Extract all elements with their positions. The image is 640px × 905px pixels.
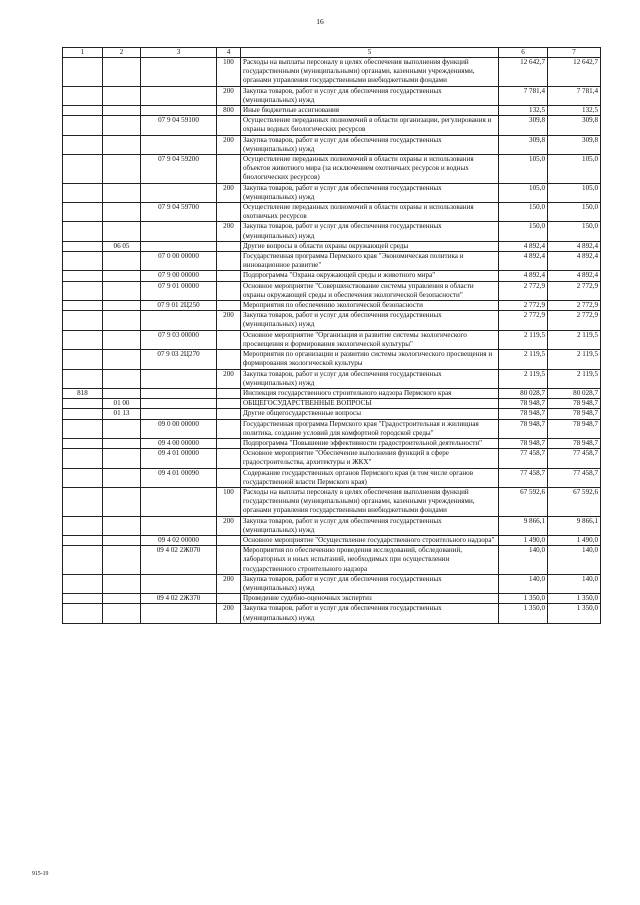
table-row: [63, 271, 601, 281]
admin-code-cell: [63, 241, 103, 251]
item-name-cell: Другие общегосударственные вопросы: [241, 409, 499, 419]
table-row: [63, 468, 601, 487]
expense-type-cell: [217, 438, 241, 448]
section-code-cell: 01 13: [103, 409, 141, 419]
column-number-1: 1: [63, 48, 103, 58]
admin-code-cell: [63, 419, 103, 438]
amount-approved-cell: 78 948,7: [548, 438, 601, 448]
target-article-cell: 09 0 00 00000: [141, 419, 217, 438]
section-code-cell: [103, 86, 141, 105]
item-name-cell: Государственная программа Пермского края "Экономическая политика и инновационное развитие": [241, 252, 499, 271]
section-code-cell: [103, 438, 141, 448]
table-row: [63, 487, 601, 516]
item-name-cell: ОБЩЕГОСУДАРСТВЕННЫЕ ВОПРОСЫ: [241, 399, 499, 409]
amount-approved-cell: 132,5: [548, 106, 601, 116]
admin-code-cell: [63, 516, 103, 535]
amount-approved-cell: 140,0: [548, 546, 601, 575]
amount-cell: 12 642,7: [499, 58, 548, 87]
item-name-cell: Мероприятия по организации и развитию системы экологического просвещения и формирования экологической культуры: [241, 350, 499, 369]
document-code: 915-19: [32, 871, 49, 877]
column-number-5: 5: [241, 48, 499, 58]
section-code-cell: [103, 369, 141, 388]
section-code-cell: [103, 604, 141, 623]
amount-cell: 309,8: [499, 135, 548, 154]
section-code-cell: [103, 135, 141, 154]
table-row: [63, 222, 601, 241]
item-name-cell: Расходы на выплаты персоналу в целях обеспечения выполнения функций государственными (муниципальными) органами, казенными учреждениями, органами управления государственными внебюджетными фондами: [241, 487, 499, 516]
item-name-cell: Закупка товаров, работ и услуг для обеспечения государственных (муниципальных) нужд: [241, 222, 499, 241]
table-row: [63, 311, 601, 330]
amount-approved-cell: 9 866,1: [548, 516, 601, 535]
amount-approved-cell: 67 592,6: [548, 487, 601, 516]
item-name-cell: Закупка товаров, работ и услуг для обеспечения государственных (муниципальных) нужд: [241, 311, 499, 330]
table-row: [63, 350, 601, 369]
amount-approved-cell: 2 772,9: [548, 311, 601, 330]
expense-type-cell: [217, 399, 241, 409]
target-article-cell: [141, 604, 217, 623]
section-code-cell: [103, 301, 141, 311]
target-article-cell: 07 0 00 00000: [141, 252, 217, 271]
item-name-cell: Осуществление переданных полномочий в области охраны и использования охотничьих ресурсов: [241, 203, 499, 222]
target-article-cell: 09 4 00 00000: [141, 438, 217, 448]
table-row: [63, 409, 601, 419]
amount-approved-cell: 4 892,4: [548, 252, 601, 271]
amount-cell: 2 119,5: [499, 369, 548, 388]
section-code-cell: [103, 222, 141, 241]
amount-approved-cell: 12 642,7: [548, 58, 601, 87]
section-code-cell: [103, 281, 141, 300]
amount-cell: 140,0: [499, 546, 548, 575]
section-code-cell: [103, 330, 141, 349]
target-article-cell: [141, 241, 217, 251]
amount-cell: 2 772,9: [499, 301, 548, 311]
item-name-cell: Расходы на выплаты персоналу в целях обеспечения выполнения функций государственными (муниципальными) органами, казенными учреждениями, органами управления государственными внебюджетными фондами: [241, 58, 499, 87]
admin-code-cell: [63, 155, 103, 184]
admin-code-cell: [63, 86, 103, 105]
amount-approved-cell: 150,0: [548, 222, 601, 241]
admin-code-cell: [63, 222, 103, 241]
expense-type-cell: [217, 252, 241, 271]
target-article-cell: [141, 574, 217, 593]
admin-code-cell: [63, 58, 103, 87]
target-article-cell: 07 9 04 59200: [141, 155, 217, 184]
target-article-cell: [141, 86, 217, 105]
amount-approved-cell: 4 892,4: [548, 271, 601, 281]
target-article-cell: 07 9 04 59100: [141, 116, 217, 135]
amount-approved-cell: 2 772,9: [548, 281, 601, 300]
section-code-cell: [103, 271, 141, 281]
amount-cell: 4 892,4: [499, 271, 548, 281]
admin-code-cell: 818: [63, 388, 103, 398]
section-code-cell: [103, 252, 141, 271]
target-article-cell: 09 4 02 00000: [141, 535, 217, 545]
section-code-cell: [103, 106, 141, 116]
admin-code-cell: [63, 311, 103, 330]
admin-code-cell: [63, 574, 103, 593]
expense-type-cell: [217, 449, 241, 468]
amount-approved-cell: 105,0: [548, 183, 601, 202]
amount-cell: 140,0: [499, 574, 548, 593]
target-article-cell: [141, 516, 217, 535]
admin-code-cell: [63, 594, 103, 604]
item-name-cell: Закупка товаров, работ и услуг для обеспечения государственных (муниципальных) нужд: [241, 369, 499, 388]
table-row: [63, 574, 601, 593]
amount-cell: 150,0: [499, 222, 548, 241]
table-row: [63, 449, 601, 468]
table-row: [63, 183, 601, 202]
expense-type-cell: 100: [217, 58, 241, 87]
amount-approved-cell: 150,0: [548, 203, 601, 222]
amount-cell: 80 028,7: [499, 388, 548, 398]
amount-cell: 77 458,7: [499, 468, 548, 487]
admin-code-cell: [63, 203, 103, 222]
amount-approved-cell: 78 948,7: [548, 399, 601, 409]
expense-type-cell: [217, 468, 241, 487]
item-name-cell: Осуществление переданных полномочий в области охраны и использования объектов животного мира (за исключением охотничьих ресурсов и водных биологических ресурсов): [241, 155, 499, 184]
expense-type-cell: [217, 116, 241, 135]
section-code-cell: [103, 546, 141, 575]
expense-type-cell: [217, 241, 241, 251]
item-name-cell: Осуществление переданных полномочий в области организации, регулирования и охраны водных биологических ресурсов: [241, 116, 499, 135]
expense-type-cell: [217, 419, 241, 438]
target-article-cell: 09 4 01 00000: [141, 449, 217, 468]
admin-code-cell: [63, 535, 103, 545]
admin-code-cell: [63, 252, 103, 271]
target-article-cell: 07 9 03 00000: [141, 330, 217, 349]
expense-type-cell: [217, 594, 241, 604]
target-article-cell: [141, 369, 217, 388]
section-code-cell: [103, 419, 141, 438]
expense-type-cell: [217, 388, 241, 398]
admin-code-cell: [63, 369, 103, 388]
target-article-cell: 07 9 00 00000: [141, 271, 217, 281]
amount-approved-cell: 77 458,7: [548, 449, 601, 468]
amount-approved-cell: 77 458,7: [548, 468, 601, 487]
section-code-cell: 06 05: [103, 241, 141, 251]
item-name-cell: Проведение судебно-оценочных экспертиз: [241, 594, 499, 604]
page-number: 16: [316, 17, 324, 26]
admin-code-cell: [63, 449, 103, 468]
amount-cell: 78 948,7: [499, 438, 548, 448]
column-number-3: 3: [141, 48, 217, 58]
item-name-cell: Содержание государственных органов Пермского края (в том числе органов государственной власти Пермского края): [241, 468, 499, 487]
item-name-cell: Закупка товаров, работ и услуг для обеспечения государственных (муниципальных) нужд: [241, 574, 499, 593]
admin-code-cell: [63, 399, 103, 409]
amount-approved-cell: 80 028,7: [548, 388, 601, 398]
table-row: [63, 419, 601, 438]
expense-type-cell: 200: [217, 86, 241, 105]
amount-cell: 77 458,7: [499, 449, 548, 468]
section-code-cell: 01 00: [103, 399, 141, 409]
table-row: [63, 546, 601, 575]
table-row: [63, 106, 601, 116]
amount-cell: 1 350,0: [499, 604, 548, 623]
target-article-cell: [141, 409, 217, 419]
amount-cell: 2 772,9: [499, 281, 548, 300]
admin-code-cell: [63, 281, 103, 300]
amount-cell: 309,8: [499, 116, 548, 135]
admin-code-cell: [63, 438, 103, 448]
expense-type-cell: [217, 535, 241, 545]
section-code-cell: [103, 449, 141, 468]
admin-code-cell: [63, 116, 103, 135]
target-article-cell: 09 4 01 00090: [141, 468, 217, 487]
amount-cell: 4 892,4: [499, 252, 548, 271]
amount-cell: 78 948,7: [499, 419, 548, 438]
expense-type-cell: 200: [217, 604, 241, 623]
item-name-cell: Мероприятия по обеспечению экологической безопасности: [241, 301, 499, 311]
amount-cell: 67 592,6: [499, 487, 548, 516]
item-name-cell: Закупка товаров, работ и услуг для обеспечения государственных (муниципальных) нужд: [241, 86, 499, 105]
expense-type-cell: 200: [217, 574, 241, 593]
amount-approved-cell: 1 350,0: [548, 594, 601, 604]
section-code-cell: [103, 388, 141, 398]
admin-code-cell: [63, 604, 103, 623]
expense-type-cell: [217, 546, 241, 575]
target-article-cell: 07 9 03 2Ц270: [141, 350, 217, 369]
amount-cell: 1 350,0: [499, 594, 548, 604]
table-row: [63, 252, 601, 271]
item-name-cell: Основное мероприятие "Осуществление государственного строительного надзора": [241, 535, 499, 545]
target-article-cell: [141, 311, 217, 330]
expense-type-cell: [217, 281, 241, 300]
amount-cell: 150,0: [499, 203, 548, 222]
amount-cell: 78 948,7: [499, 399, 548, 409]
table-row: [63, 203, 601, 222]
admin-code-cell: [63, 301, 103, 311]
table-row: [63, 516, 601, 535]
expense-type-cell: [217, 409, 241, 419]
table-row: [63, 58, 601, 87]
amount-approved-cell: 2 119,5: [548, 350, 601, 369]
expense-type-cell: 200: [217, 135, 241, 154]
expense-type-cell: 200: [217, 516, 241, 535]
amount-approved-cell: 1 490,0: [548, 535, 601, 545]
admin-code-cell: [63, 330, 103, 349]
table-row: [63, 369, 601, 388]
table-row: [63, 155, 601, 184]
expense-type-cell: 200: [217, 311, 241, 330]
target-article-cell: [141, 183, 217, 202]
amount-cell: 2 772,9: [499, 311, 548, 330]
amount-approved-cell: 78 948,7: [548, 419, 601, 438]
expense-type-cell: 200: [217, 183, 241, 202]
target-article-cell: 07 9 04 59700: [141, 203, 217, 222]
budget-table-body: [63, 48, 601, 624]
table-row: [63, 86, 601, 105]
amount-approved-cell: 1 350,0: [548, 604, 601, 623]
section-code-cell: [103, 203, 141, 222]
amount-approved-cell: 309,8: [548, 116, 601, 135]
amount-cell: 2 119,5: [499, 330, 548, 349]
target-article-cell: [141, 487, 217, 516]
table-row: [63, 399, 601, 409]
admin-code-cell: [63, 135, 103, 154]
table-row: [63, 116, 601, 135]
item-name-cell: Закупка товаров, работ и услуг для обеспечения государственных (муниципальных) нужд: [241, 516, 499, 535]
amount-cell: 4 892,4: [499, 241, 548, 251]
target-article-cell: [141, 58, 217, 87]
section-code-cell: [103, 594, 141, 604]
item-name-cell: Другие вопросы в области охраны окружающей среды: [241, 241, 499, 251]
amount-approved-cell: 78 948,7: [548, 409, 601, 419]
budget-table: [62, 47, 601, 624]
expense-type-cell: 200: [217, 222, 241, 241]
section-code-cell: [103, 311, 141, 330]
amount-approved-cell: 4 892,4: [548, 241, 601, 251]
amount-approved-cell: 7 781,4: [548, 86, 601, 105]
expense-type-cell: [217, 330, 241, 349]
target-article-cell: 09 4 02 2Ж370: [141, 594, 217, 604]
section-code-cell: [103, 350, 141, 369]
admin-code-cell: [63, 409, 103, 419]
section-code-cell: [103, 535, 141, 545]
table-row: [63, 281, 601, 300]
expense-type-cell: [217, 271, 241, 281]
section-code-cell: [103, 487, 141, 516]
target-article-cell: 07 9 01 00000: [141, 281, 217, 300]
table-row: [63, 438, 601, 448]
item-name-cell: Подпрограмма "Повышение эффективности градостроительной деятельности": [241, 438, 499, 448]
column-number-6: 6: [499, 48, 548, 58]
table-row: [63, 535, 601, 545]
amount-approved-cell: 2 772,9: [548, 301, 601, 311]
item-name-cell: Мероприятия по обеспечению проведения исследований, обследований, лабораторных и иных испытаний, необходимых при осуществлении государственного строительного надзора: [241, 546, 499, 575]
expense-type-cell: [217, 301, 241, 311]
target-article-cell: 07 9 01 2Ц250: [141, 301, 217, 311]
target-article-cell: [141, 399, 217, 409]
admin-code-cell: [63, 487, 103, 516]
admin-code-cell: [63, 271, 103, 281]
amount-cell: 132,5: [499, 106, 548, 116]
amount-cell: 1 490,0: [499, 535, 548, 545]
item-name-cell: Закупка товаров, работ и услуг для обеспечения государственных (муниципальных) нужд: [241, 135, 499, 154]
amount-cell: 105,0: [499, 183, 548, 202]
item-name-cell: Государственная программа Пермского края "Градостроительная и жилищная политика, создание условий для комфортной городской среды": [241, 419, 499, 438]
amount-cell: 105,0: [499, 155, 548, 184]
item-name-cell: Инспекция государственного строительного надзора Пермского края: [241, 388, 499, 398]
section-code-cell: [103, 58, 141, 87]
amount-cell: 2 119,5: [499, 350, 548, 369]
section-code-cell: [103, 574, 141, 593]
expense-type-cell: 100: [217, 487, 241, 516]
target-article-cell: [141, 388, 217, 398]
table-row: [63, 594, 601, 604]
column-number-2: 2: [103, 48, 141, 58]
expense-type-cell: [217, 203, 241, 222]
target-article-cell: 09 4 02 2Ж070: [141, 546, 217, 575]
table-row: [63, 330, 601, 349]
item-name-cell: Закупка товаров, работ и услуг для обеспечения государственных (муниципальных) нужд: [241, 183, 499, 202]
amount-approved-cell: 140,0: [548, 574, 601, 593]
admin-code-cell: [63, 106, 103, 116]
section-code-cell: [103, 516, 141, 535]
table-row: [63, 604, 601, 623]
item-name-cell: Закупка товаров, работ и услуг для обеспечения государственных (муниципальных) нужд: [241, 604, 499, 623]
admin-code-cell: [63, 183, 103, 202]
item-name-cell: Иные бюджетные ассигнования: [241, 106, 499, 116]
item-name-cell: Основное мероприятие "Совершенствование системы управления в области охраны окружающей среды и обеспечения экологической безопасности": [241, 281, 499, 300]
admin-code-cell: [63, 350, 103, 369]
expense-type-cell: [217, 155, 241, 184]
item-name-cell: Подпрограмма "Охрана окружающей среды и животного мира": [241, 271, 499, 281]
section-code-cell: [103, 116, 141, 135]
amount-approved-cell: 2 119,5: [548, 330, 601, 349]
target-article-cell: [141, 106, 217, 116]
section-code-cell: [103, 183, 141, 202]
target-article-cell: [141, 222, 217, 241]
amount-approved-cell: 309,8: [548, 135, 601, 154]
amount-approved-cell: 105,0: [548, 155, 601, 184]
column-number-7: 7: [548, 48, 601, 58]
column-number-4: 4: [217, 48, 241, 58]
amount-approved-cell: 2 119,5: [548, 369, 601, 388]
item-name-cell: Основное мероприятие "Обеспечение выполнения функций в сфере градостроительства, архитектуры и ЖКХ": [241, 449, 499, 468]
expense-type-cell: 200: [217, 369, 241, 388]
column-number-row: [63, 48, 601, 58]
admin-code-cell: [63, 468, 103, 487]
section-code-cell: [103, 468, 141, 487]
table-row: [63, 241, 601, 251]
amount-cell: 9 866,1: [499, 516, 548, 535]
table-row: [63, 388, 601, 398]
table-row: [63, 301, 601, 311]
target-article-cell: [141, 135, 217, 154]
expense-type-cell: [217, 350, 241, 369]
admin-code-cell: [63, 546, 103, 575]
amount-cell: 7 781,4: [499, 86, 548, 105]
amount-cell: 78 948,7: [499, 409, 548, 419]
table-row: [63, 135, 601, 154]
expense-type-cell: 800: [217, 106, 241, 116]
item-name-cell: Основное мероприятие "Организация и развитие системы экологического просвещения и формирования экологической культуры": [241, 330, 499, 349]
section-code-cell: [103, 155, 141, 184]
